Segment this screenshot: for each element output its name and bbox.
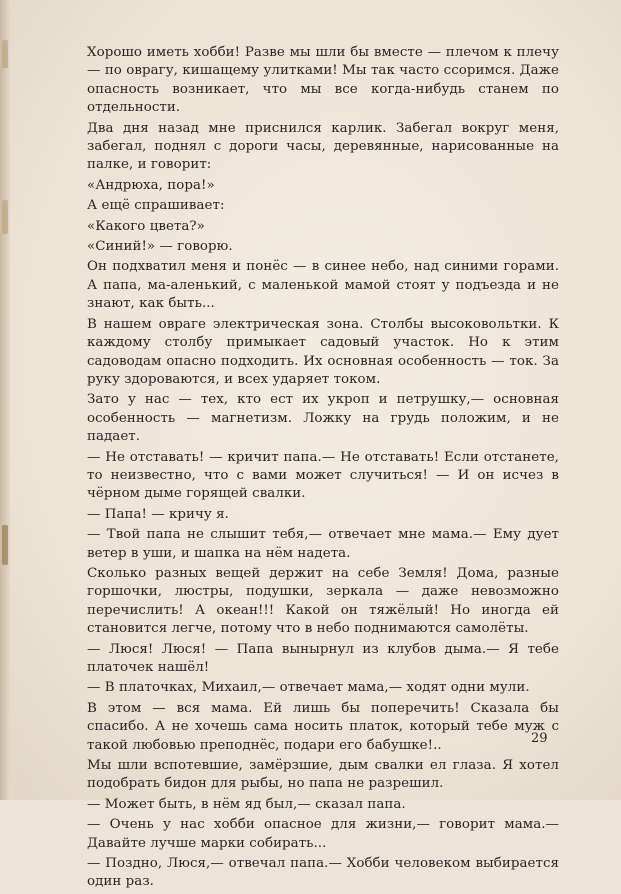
paragraph: — Твой папа не слышит тебя,— отвечает мне мама.— Ему дует ветер в уши, и шапка на нём надета. <box>87 527 559 561</box>
body-text <box>87 44 559 894</box>
margin-stain <box>2 525 8 565</box>
paragraph: «Какого цвета?» <box>87 218 205 234</box>
paragraph: — Не отставать! — кричит папа.— Не отставать! Если отстанете, то неизвестно, что с вами может случиться! — И он исчез в чёрном дыме горящей свалки. <box>87 449 559 502</box>
paragraph: Сколько разных вещей держит на себе Земля! Дома, разные горшочки, люстры, подушки, зеркала — даже невозможно перечислить! А океан!!! Какой он тяжёлый! Но иногда ей становится легче, потому что в небо поднимаются самолёты. <box>87 565 559 637</box>
margin-stain <box>2 40 8 68</box>
paragraph: В этом — вся мама. Ей лишь бы поперечить! Сказала бы спасибо. А не хочешь сама носить платок, который тебе муж с такой любовью преподнёс, подари его бабушке!.. <box>87 700 559 753</box>
paragraph: «Андрюха, пора!» <box>87 177 215 193</box>
paragraph: — Может быть, в нём яд был,— сказал папа. <box>87 796 406 812</box>
page-number: 29 <box>531 731 548 746</box>
page-binding-edge <box>0 0 10 800</box>
paragraph: — Поздно, Люся,— отвечал папа.— Хобби человеком выбирается один раз. <box>87 856 559 890</box>
paragraph: — Очень у нас хобби опасное для жизни,— говорит мама.— Давайте лучше марки собирать... <box>87 817 559 851</box>
paragraph: — Папа! — кричу я. <box>87 506 229 522</box>
paragraph: В нашем овраге электрическая зона. Столбы высоковольтки. К каждому столбу примыкает садовый участок. Но к этим садоводам опасно подходить. Их основная особенность — ток. За руку здороваются, и всех ударяет током. <box>87 316 559 387</box>
paragraph: Он подхватил меня и понёс — в синее небо, над синими горами. А папа, ма-аленький, с маленькой мамой стоят у подъезда и не знают, как быть... <box>87 259 559 312</box>
margin-stain <box>2 200 8 234</box>
paragraph: Хорошо иметь хобби! Разве мы шли бы вместе — плечом к плечу — по оврагу, кишащему улитками! Мы так часто ссоримся. Даже опасность возникает, что мы все когда-нибудь станем по отдельности. <box>87 45 559 116</box>
paragraph: Зато у нас — тех, кто ест их укроп и петрушку,— основная особенность — магнетизм. Ложку на грудь положим, и не падает. <box>87 392 559 445</box>
paragraph: Мы шли вспотевшие, замёрзшие, дым свалки ел глаза. Я хотел подобрать бидон для рыбы, но папа не разрешил. <box>87 758 559 792</box>
paragraph: А ещё спрашивает: <box>87 198 225 214</box>
paragraph: Два дня назад мне приснился карлик. Забегал вокруг меня, забегал, поднял с дороги часы, деревянные, нарисованные на палке, и говорит: <box>87 120 559 173</box>
paragraph: «Синий!» — говорю. <box>87 239 233 255</box>
paragraph: — Люся! Люся! — Папа вынырнул из клубов дыма.— Я тебе платочек нашёл! <box>87 641 559 675</box>
paragraph: — В платочках, Михаил,— отвечает мама,— ходят одни мули. <box>87 680 530 696</box>
